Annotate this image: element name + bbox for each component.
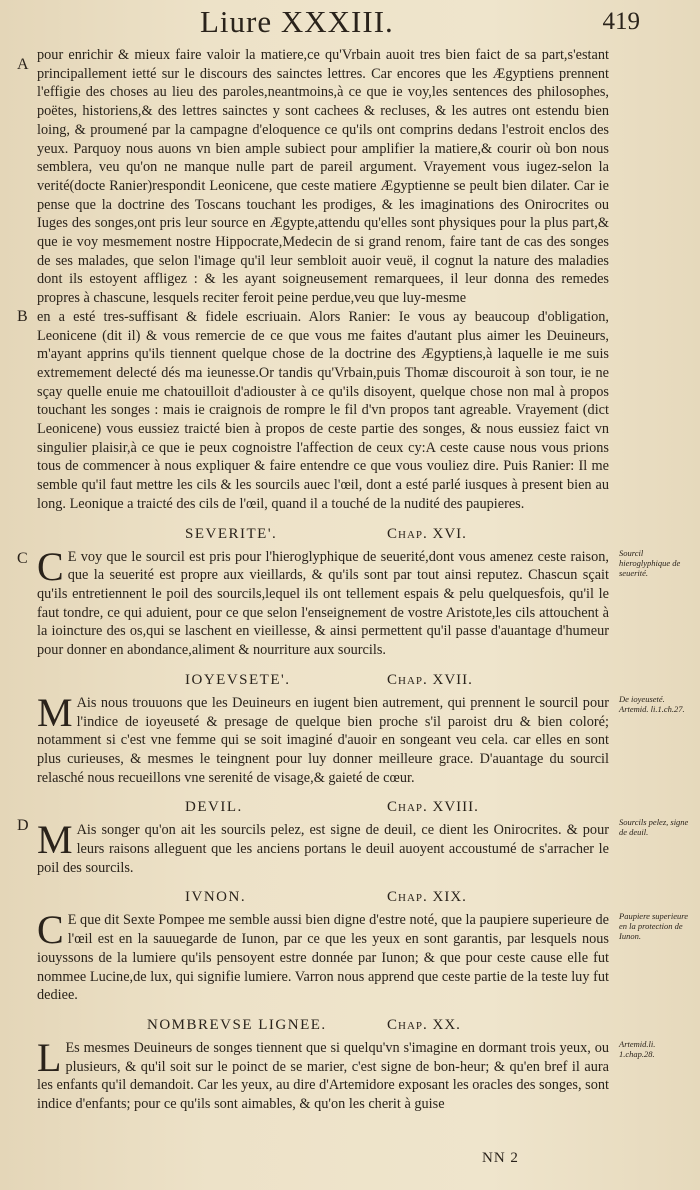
margin-letter-d: D <box>17 817 29 835</box>
chapter-section-18 <box>17 817 689 877</box>
margin-note: Sourcils pelez, signe de deuil. <box>619 817 689 838</box>
page-body <box>17 46 689 1120</box>
chapter-section-20 <box>37 1034 656 1114</box>
signature-mark: NN 2 <box>482 1150 519 1166</box>
margin-letter-b: B <box>17 307 28 325</box>
chapter-section-19 <box>37 907 689 1005</box>
chapter-number: Chap. XVIII. <box>387 799 479 816</box>
chapter-heading-16 <box>37 520 609 548</box>
chapter-heading-18 <box>37 793 609 821</box>
drop-cap: M <box>37 817 73 863</box>
chapter-title: DEVIL. <box>185 799 243 816</box>
drop-cap: M <box>37 689 73 735</box>
chapter-text: E voy que le sourcil est pris pour l'hieroglyphique de seuerité,dont vous amenez ceste raison, que la seuerité est propre aux vieillards, & qu'ils sont par tout ainsi reputez. Chascun sçait qu'ils entretiennent le poil des sourcils,lequel ils ont tellement espais & pelu quelquesfois, qu'il le faut tondre, ce qui aduient, pour ce que selon l'enseignement de vostre Aristote,les cils attouchent à la ioincture des os,qui se laschent en vieillesse, & ainsi permettent qu'il passe d'auantage d'humeur pour donner en abondance,aliment & nourriture aux sourcils. <box>37 548 609 659</box>
drop-cap: L <box>37 1034 62 1080</box>
chapter-heading-20 <box>37 1011 609 1039</box>
margin-note: Artemid.li. 1.chap.28. <box>619 1038 656 1059</box>
page-header <box>200 4 640 44</box>
chapter-text: Ais songer qu'on ait les sourcils pelez, est signe de deuil, ce dient les Onirocrites. & pour leurs raisons alleguent que les anciens portans le deuil auoyent accoustumé de s'arracher le poil des sourcils. <box>37 822 609 876</box>
chapter-heading-17 <box>37 666 609 694</box>
chapter-text: E que dit Sexte Pompee me semble aussi bien digne d'estre noté, que la paupiere superieure de l'œil est en la sauuegarde de Iunon, par ce que les yeux en sont garantis, par lesquels nous iouyssons de la lumiere qu'ils pensoyent estre donnée par Iunon; & que pour ceste cause elle fut nommee Lucine,de lux, qui signifie lumiere. Varron nous apprend que ceste partie de la teste luy fut dediee. <box>37 912 609 1004</box>
chapter-text: Ais nous trouuons que les Deuineurs en iugent bien autrement, qui prennent le sourcil pour l'indice de ioyeuseté & presage de quelque bien proche s'il paroist dru & bien coloré; notamment si c'est vne femme qui se soit imaginé d'auoir en songeant veu cela. car elles en sont plus curieuses, & mesmes le teingnent pour luy donner meilleure grace. D'auantage du sourcil relasché nous recueillons vne serenité de visage,& gaieté de cœur. <box>37 694 609 786</box>
margin-note: Sourcil hieroglyphique de seuerité. <box>619 547 681 578</box>
chapter-section-16 <box>17 543 681 660</box>
intro-passage <box>17 46 609 514</box>
chapter-number: Chap. XVII. <box>387 671 473 688</box>
chapter-text: Es mesmes Deuineurs de songes tiennent que si quelqu'vn s'imagine en dormant trois yeux, ou plusieurs, & qu'il soit sur le poinct de se marier, c'est signe de bon-heur; & qu'en bref il aura les enfants qu'il demandoit. Car les yeux, au dire d'Artemidore exposant les oracles des songes, sont indice d'enfants; pour ce qu'ils sont aimables, & qu'on les cherit à guise <box>37 1039 609 1113</box>
intro-paragraph-b: en a esté tres-suffisant & fidele escriuain. Alors Ranier: Ie vous ay beaucoup d'obligation, Leonicene (dit il) & vous remercie de ce que vous me faites d'autant plus aimer les Deuineurs, m'ayant apprins qu'ils tiennent quelque chose de la doctrine des Ægyptiens,à laquelle ie me suis extremement delecté dés ma ieunesse.Or tandis qu'Vrbain,puis Thomæ discouroit à son tour, ie ne sçay quelle enuie me chatouilloit d'adiouster à ce qu'ils disoyent, quelque chose non mal à propos touchant les songes : mais ie craignois de rompre le fil d'vn propos tant agreable. Vrayement (dict Leonicene) vous eussiez traicté bien à propos de ceste partie des songes, & nous eussiez faict vn singulier plaisir,à ce que ie peux cognoistre l'affection de ceux cy:A ceste cause nous vous prions tous de commencer à nous expliquer & faire entendre ce que vous vouliez dire. Puis Ranier: Il me semble qu'il faut mettre les cils & les sourcils auec l'œil, dont a esté parlé iusques à present bien au long. Leonique a traicté des cils de l'œil, quand il a touché de la nudité des paupieres. <box>37 308 609 512</box>
chapter-number: Chap. XVI. <box>387 525 467 542</box>
chapter-number: Chap. XX. <box>387 1016 461 1033</box>
margin-note: De ioyeuseté. Artemid. li.1.ch.27. <box>619 693 685 714</box>
chapter-title: IOYEVSETE'. <box>185 671 291 688</box>
margin-letter-c: C <box>17 549 28 567</box>
drop-cap: C <box>37 907 64 953</box>
chapter-number: Chap. XIX. <box>387 889 467 906</box>
margin-letter-a: A <box>17 56 29 73</box>
chapter-title: NOMBREVSE LIGNEE. <box>147 1016 327 1033</box>
chapter-title: IVNON. <box>185 889 247 906</box>
running-title: Liure XXXIII. <box>200 4 394 39</box>
intro-paragraph-a: pour enrichir & mieux faire valoir la matiere,ce qu'Vrbain auoit tres bien faict de sa part,s'estant principallement ietté sur le discours des sainctes lettres. Car encores que les Ægyptiens prennent l'effigie des choses au lieu des paroles,neantmoins,à ce que ie voy,les sentences des philosophes, poëtes, historiens,& des lettres sainctes y sont cachees & recluses, & les autres ont estendu bien loing, & proumené par la campagne d'eloquence ce qu'ils ont comprins dedans l'estroit enclos des yeux. Parquoy nous auons vn bien ample subiect pour amplifier la matiere,& courir où bon nous semblera, veu qu'on ne manque nulle part de pareil argument. Vrayement vous iugez-selon la verité(docte Ranier)respondit Leonicene, que ceste matiere Ægyptienne se peult bien dilater. Car ie pense que la doctrine des Toscans touchant les prodiges, & les imaginations des Onirocrites ou Iuges des songes,ont pris leur source en Ægypte,attendu qu'elles sont physiques pour la plus part,& que ie voy mesmement nostre Hippocrate,Medecin de si grand renom, faire tant de cas des songes de ses malades, que selon l'image qu'il leur sembloit auoir veuë, il cognut la nature des maladies dont ils estoyent affligez : & les ayant soigneusement remarquees, il leur donna des remedes propres à chascune, lesquels reciter feroit peine perdue,veu que luy-mesme <box>37 47 609 307</box>
chapter-title: SEVERITE'. <box>185 525 278 542</box>
page-number: 419 <box>602 8 640 35</box>
chapter-section-17 <box>37 689 685 788</box>
chapter-heading-19 <box>37 883 609 911</box>
margin-note: Paupiere superieure en la protection de Iunon. <box>619 911 689 942</box>
drop-cap: C <box>37 543 64 589</box>
